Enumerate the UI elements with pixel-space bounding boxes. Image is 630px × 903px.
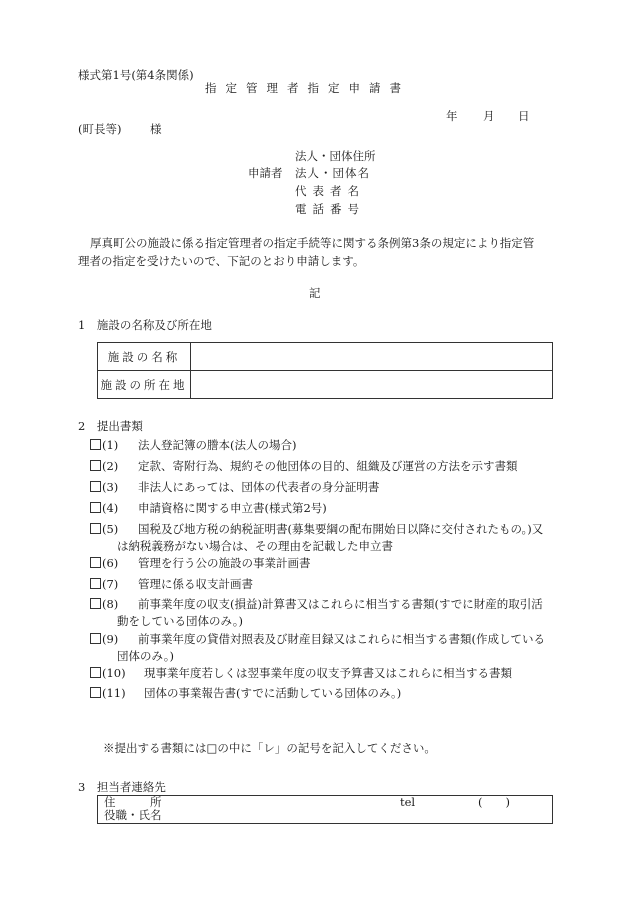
document-item-continuation: 団体のみ。): [117, 649, 174, 663]
body-text-line1: 厚真町公の施設に係る指定管理者の指定手続等に関する条例第3条の規定により指定管: [90, 236, 535, 250]
applicant-phone-label: 電話番号: [295, 202, 365, 216]
document-item: (3) 非法人にあっては、団体の代表者の身分証明書: [90, 477, 379, 498]
table-row: [98, 343, 553, 371]
applicant-address-label: 法人・団体住所: [295, 149, 376, 163]
checkbox[interactable]: [90, 439, 101, 450]
contact-table: [97, 795, 553, 824]
document-item: (1) 法人登記簿の謄本(法人の場合): [90, 435, 296, 456]
document-item-continuation: 動をしている団体のみ。): [117, 614, 243, 628]
document-item: (8) 前事業年度の収支(損益)計算書又はこれらに相当する書類(すでに財産的取引活: [90, 594, 543, 615]
applicant-name-label: 法人・団体名: [295, 166, 370, 180]
contact-position-name-label: 役職・氏名: [104, 808, 162, 822]
document-item: (2) 定款、寄附行為、規約その他団体の目的、組織及び運営の方法を示す書類: [90, 456, 518, 477]
checkbox[interactable]: [90, 460, 101, 471]
checkbox[interactable]: [90, 667, 101, 678]
section2-heading: 2 提出書類: [78, 419, 143, 433]
document-item: (6) 管理を行う公の施設の事業計画書: [90, 553, 311, 574]
checkbox[interactable]: [90, 578, 101, 589]
document-title: 指定管理者指定申請書: [205, 81, 410, 95]
document-item: (9) 前事業年度の貸借対照表及び財産目録又はこれらに相当する書類(作成している: [90, 629, 545, 650]
checkbox[interactable]: [90, 481, 101, 492]
document-item: (5) 国税及び地方税の納税証明書(募集要綱の配布開始日以降に交付されたもの。)又: [90, 519, 543, 540]
applicant-representative-label: 代表者名: [295, 184, 365, 198]
facility-table: [97, 342, 553, 399]
checkbox[interactable]: [90, 502, 101, 513]
table-row: [98, 796, 553, 824]
date-month-label: 月: [483, 109, 495, 123]
document-item: (7) 管理に係る収支計画書: [90, 574, 253, 595]
applicant-label: 申請者: [248, 166, 283, 180]
ki-heading: 記: [309, 286, 321, 300]
checkbox[interactable]: [90, 687, 101, 698]
addressee-org: (町長等): [78, 122, 122, 136]
contact-address-label: 住 所: [104, 795, 162, 809]
facility-name-label: 施設の名称: [98, 343, 191, 371]
date-year-label: 年: [446, 109, 458, 123]
checkbox[interactable]: [90, 557, 101, 568]
facility-location-field[interactable]: [191, 371, 553, 399]
facility-location-label: 施設の所在地: [98, 371, 191, 399]
document-item-continuation: は納税義務がない場合は、その理由を記載した申立書: [117, 539, 393, 553]
document-item: (10) 現事業年度若しくは翌事業年度の収支予算書又はこれらに相当する書類: [90, 663, 512, 684]
contact-tel-label: tel: [400, 795, 416, 809]
checkbox[interactable]: [90, 598, 101, 609]
addressee-honorific: 様: [150, 122, 162, 136]
checkbox[interactable]: [90, 633, 101, 644]
form-id: 様式第1号(第4条関係): [78, 68, 194, 82]
contact-cell: [98, 796, 553, 824]
date-day-label: 日: [518, 109, 530, 123]
body-text-line2: 理者の指定を受けたいので、下記のとおり申請します。: [78, 254, 365, 268]
section1-heading: 1 施設の名称及び所在地: [78, 318, 212, 332]
checkbox[interactable]: [90, 523, 101, 534]
facility-name-field[interactable]: [191, 343, 553, 371]
table-row: [98, 371, 553, 399]
submission-note: ※提出する書類には□の中に「レ」の記号を記入してください。: [103, 741, 436, 755]
section3-heading: 3 担当者連絡先: [78, 780, 166, 794]
document-item: (4) 申請資格に関する申立書(様式第2号): [90, 498, 327, 519]
document-item: (11) 団体の事業報告書(すでに活動している団体のみ。): [90, 683, 401, 704]
contact-tel-parens: ( ): [478, 795, 510, 809]
